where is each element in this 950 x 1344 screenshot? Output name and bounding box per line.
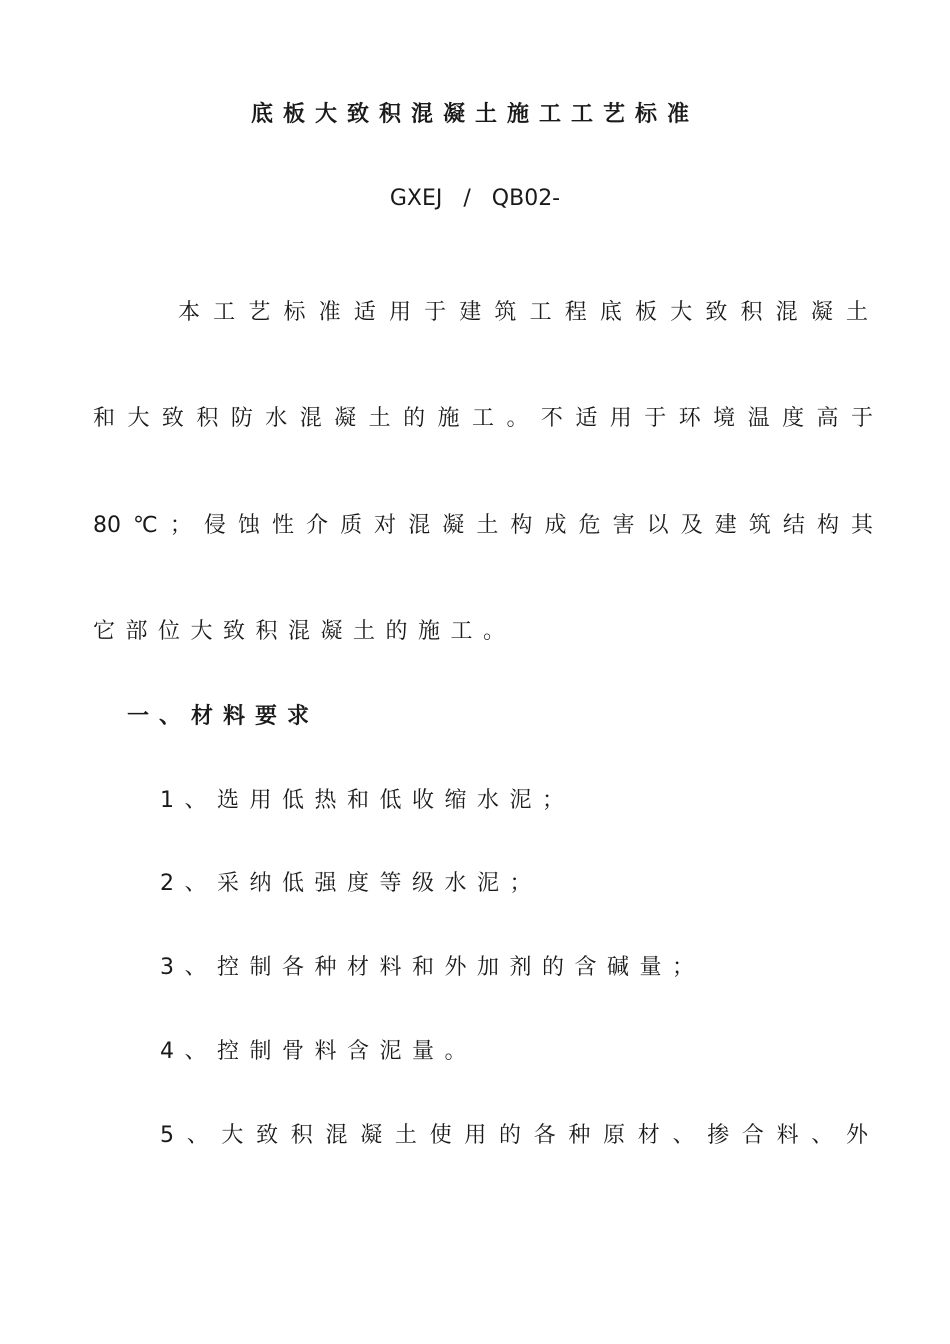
intro-line-4: 它部位大致积混凝土的施工。 (93, 619, 516, 644)
standard-code: GXEJ / QB02- (389, 186, 561, 211)
list-item: 1、选用低热和低收缩水泥； (160, 788, 575, 813)
intro-line-1: 本工艺标准适用于建筑工程底板大致积混凝土 (178, 300, 868, 325)
list-item: 2、采纳低强度等级水泥； (160, 871, 542, 896)
section-heading-materials: 一、材料要求 (127, 704, 320, 729)
list-item: 3、控制各种材料和外加剂的含碱量； (160, 955, 705, 980)
document-title: 底板大致积混凝土施工工艺标准 (250, 102, 699, 127)
list-item: 4、控制骨料含泥量。 (160, 1039, 477, 1064)
list-item: 5、大致积混凝土使用的各种原材、掺合料、外 (160, 1123, 868, 1148)
intro-line-3: 80℃；侵蚀性介质对混凝土构成危害以及建筑结构其 (93, 513, 873, 538)
intro-line-2: 和大致积防水混凝土的施工。不适用于环境温度高于 (93, 406, 873, 431)
